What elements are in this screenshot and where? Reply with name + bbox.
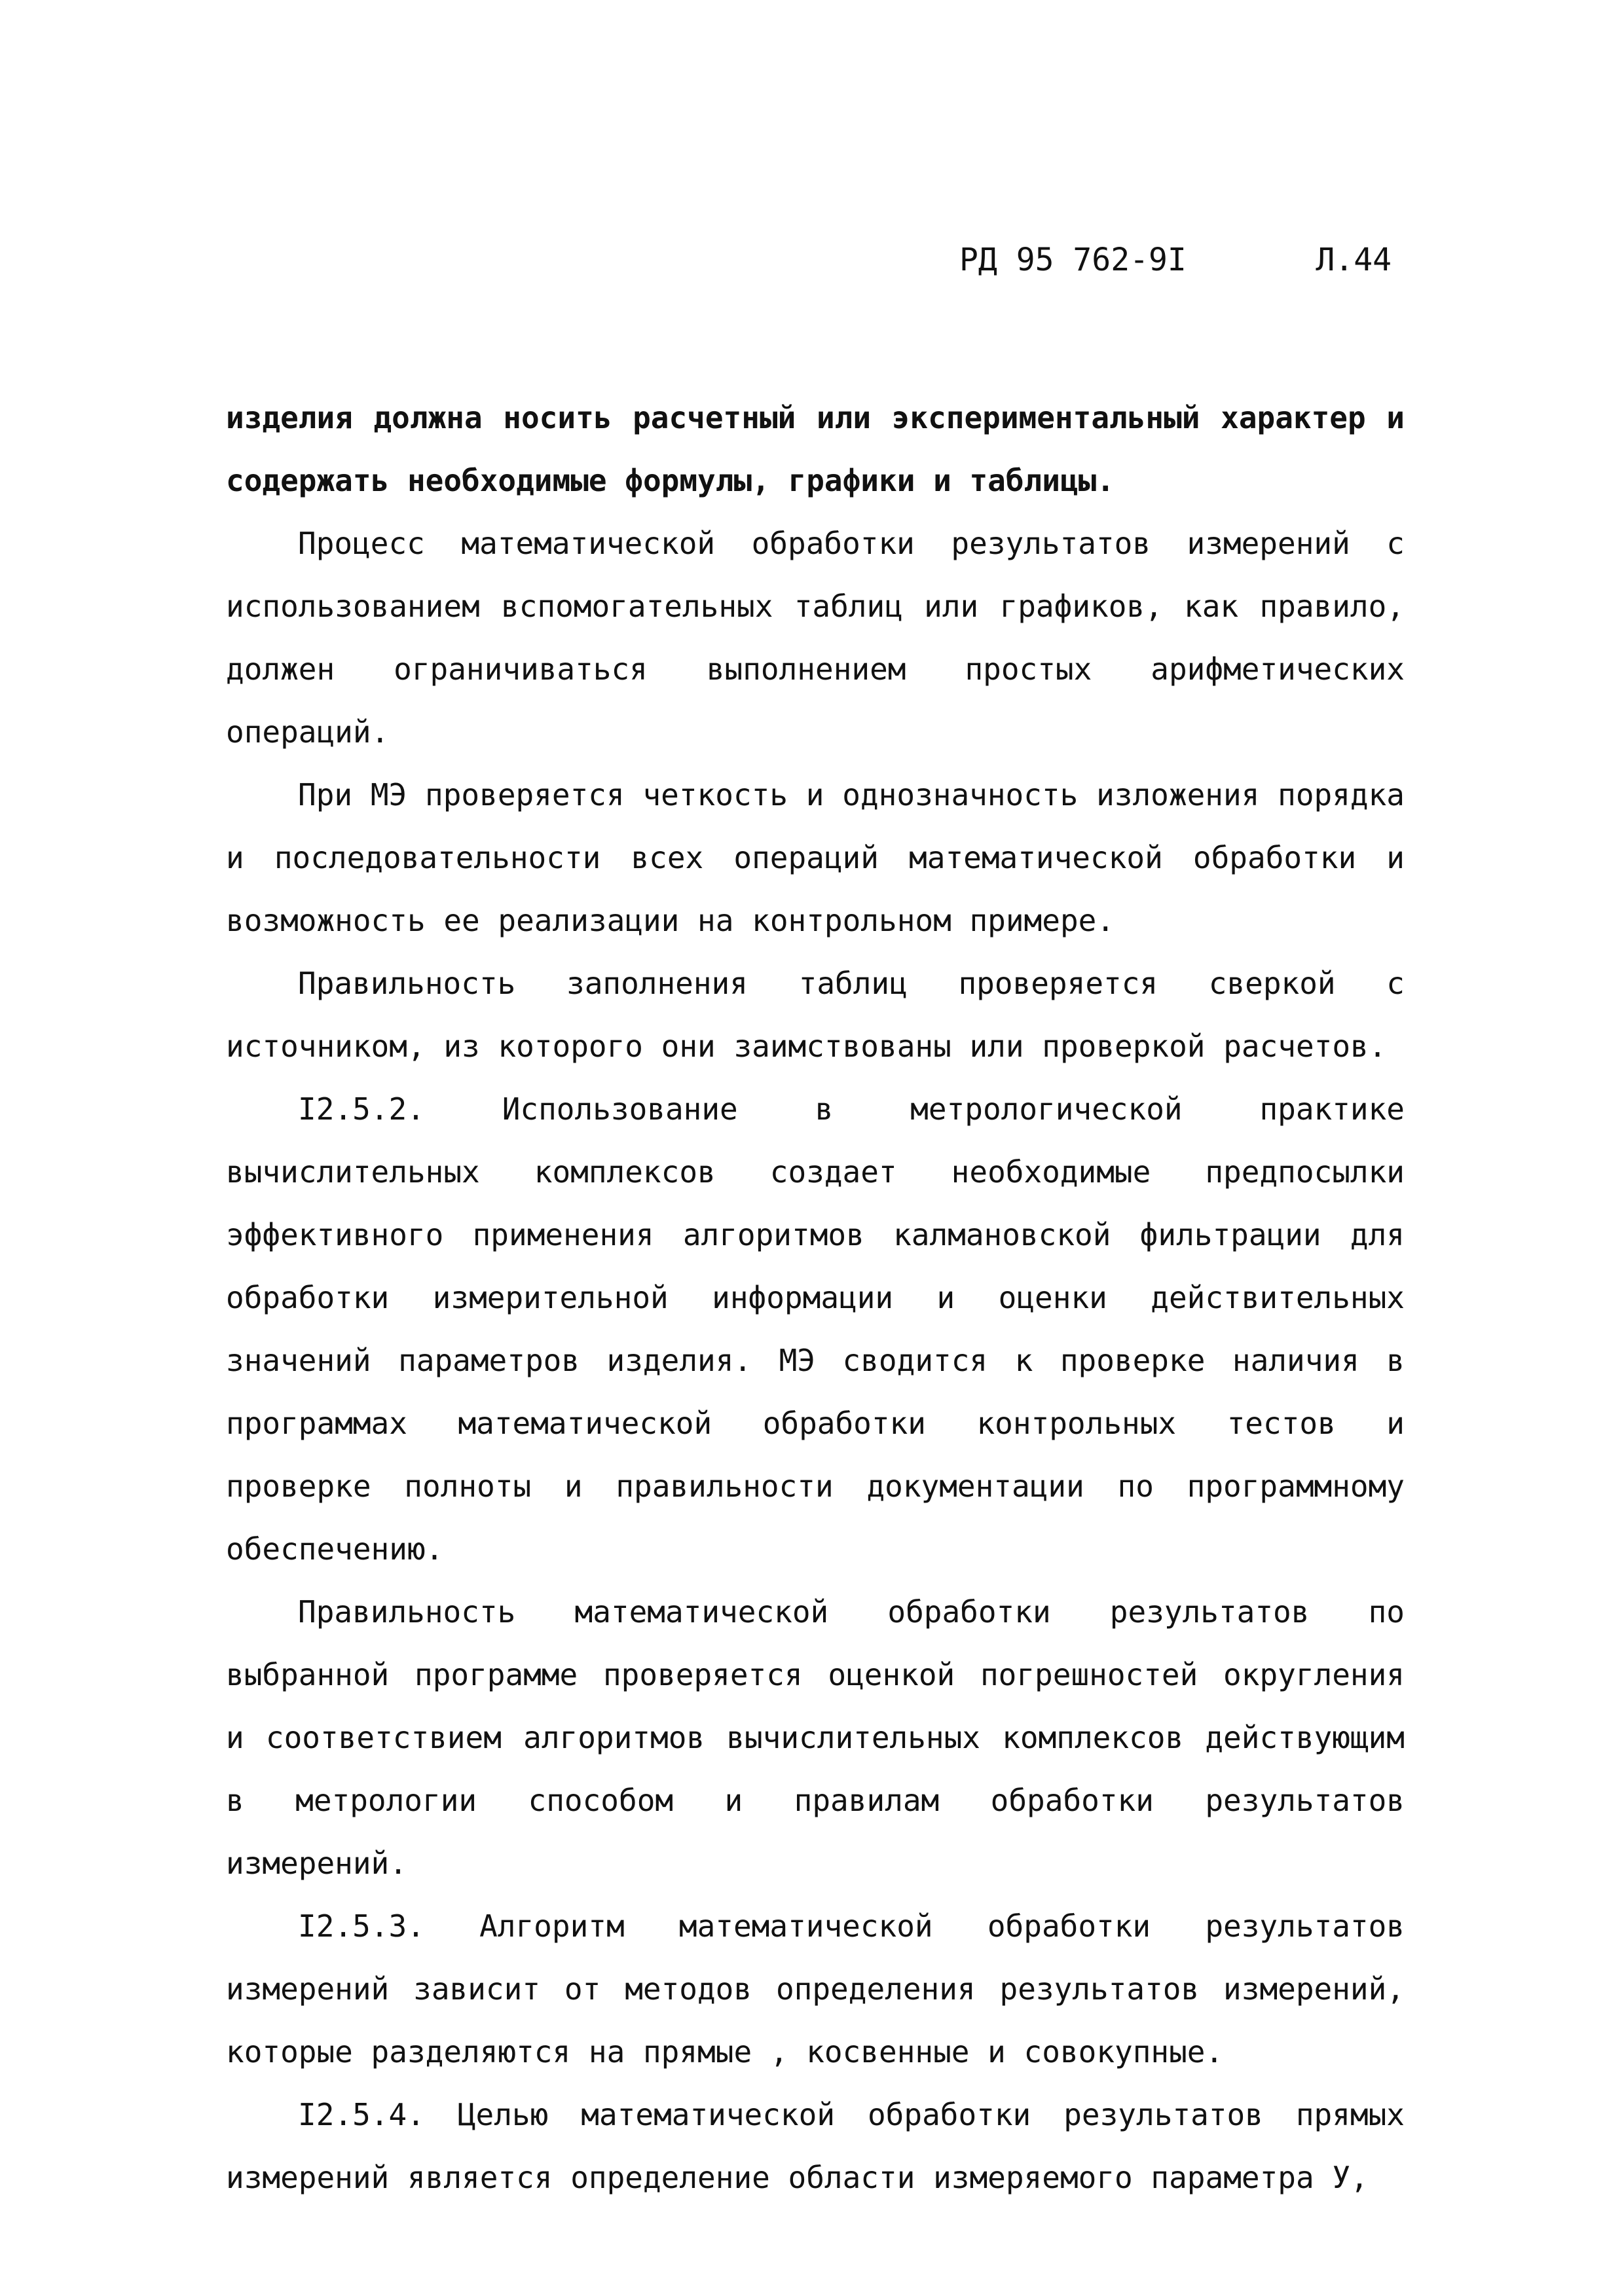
paragraph-12-5-3: I2.5.3. Алгоритм математической обработки результатов измерений зависит от методов определения результатов измерений, которые разделяются на прямые , косвенные и совокупные. (226, 1908, 1405, 2069)
paragraph-continuation: изделия должна носить расчетный или экспериментальный характер и содержать необходимые формулы, графики и таблицы. (226, 400, 1405, 498)
paragraph-12-5-4: I2.5.4. Целью математической обработки результатов прямых измерений является определение области измеряемого параметра У, (226, 2097, 1405, 2195)
paragraph-correctness: Правильность математической обработки результатов по выбранной программе проверяется оценкой погрешностей округления и соответствием алгоритмов вычислительных комплексов действующим в метрологии способом и правилам обработки результатов измерений. (226, 1594, 1405, 1881)
paragraph-processing: Процесс математической обработки результатов измерений с использованием вспомогательных таблиц или графиков, как правило, должен ограничиваться выполнением простых арифметических операций. (226, 526, 1405, 750)
page-header (959, 237, 1392, 283)
document-code: РД 95 762-9I (959, 242, 1187, 278)
paragraph-clarity-check: При МЭ проверяется четкость и однозначность изложения порядка и последовательности всех операций математической обработки и возможность ее реализации на контрольном примере. (226, 777, 1405, 938)
paragraph-table-check: Правильность заполнения таблиц проверяется сверкой с источником, из которого они заимствованы или проверкой расчетов. (226, 966, 1405, 1064)
sheet-number: Л.44 (1316, 242, 1392, 278)
body-text (226, 386, 1405, 2209)
paragraph-12-5-2: I2.5.2. Использование в метрологической практике вычислительных комплексов создает необходимые предпосылки эффективного применения алгоритмов калмановской фильтрации для обработки измерительной информации и оценки действительных значений параметров изделия. МЭ сводится к проверке наличия в программах математической обработки контрольных тестов и проверке полноты и правильности документации по программному обеспечению. (226, 1091, 1405, 1567)
